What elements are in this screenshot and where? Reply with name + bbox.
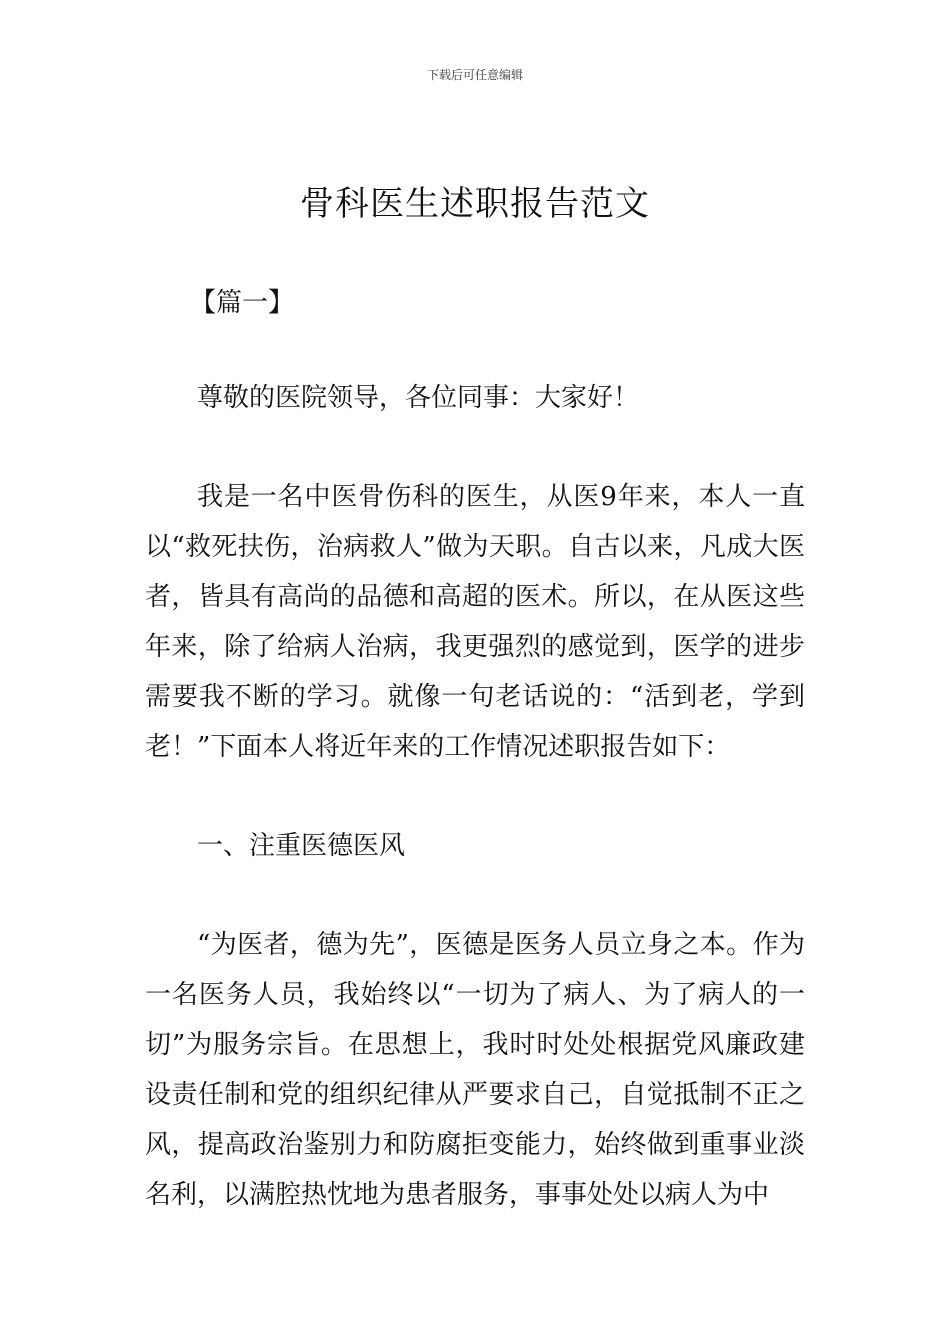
header-note: 下载后可任意编辑 <box>426 68 523 82</box>
section-heading-1: 一、注重医德医风 <box>197 831 406 861</box>
salutation-paragraph: 尊敬的医院领导，各位同事：大家好！ <box>197 383 640 413</box>
document-title: 骨科医生述职报告范文 <box>300 184 650 224</box>
section-tag: 【篇一】 <box>190 288 295 318</box>
intro-paragraph: 我是一名中医骨伤科的医生，从医9年来，本人一直以“救死扶伤，治病救人”做为天职。自古以来，凡成大医者，皆具有高尚的品德和高超的医术。所以，在从医这些年来，除了给病人治病，我更强烈的感觉到，医学的进步需要我不断的学习。就像一句老话说的：“活到老，学到老！”下面本人将近年来的工作情况述职报告如下： <box>145 482 805 762</box>
ethics-paragraph: “为医者，德为先”，医德是医务人员立身之本。作为一名医务人员，我始终以“一切为了病人、为了病人的一切”为服务宗旨。在思想上，我时时处处根据党风廉政建设责任制和党的组织纪律从严要求自己，自觉抵制不正之风，提高政治鉴别力和防腐拒变能力，始终做到重事业淡名利，以满腔热忱地为患者服务，事事处处以病人为中 <box>145 930 805 1210</box>
